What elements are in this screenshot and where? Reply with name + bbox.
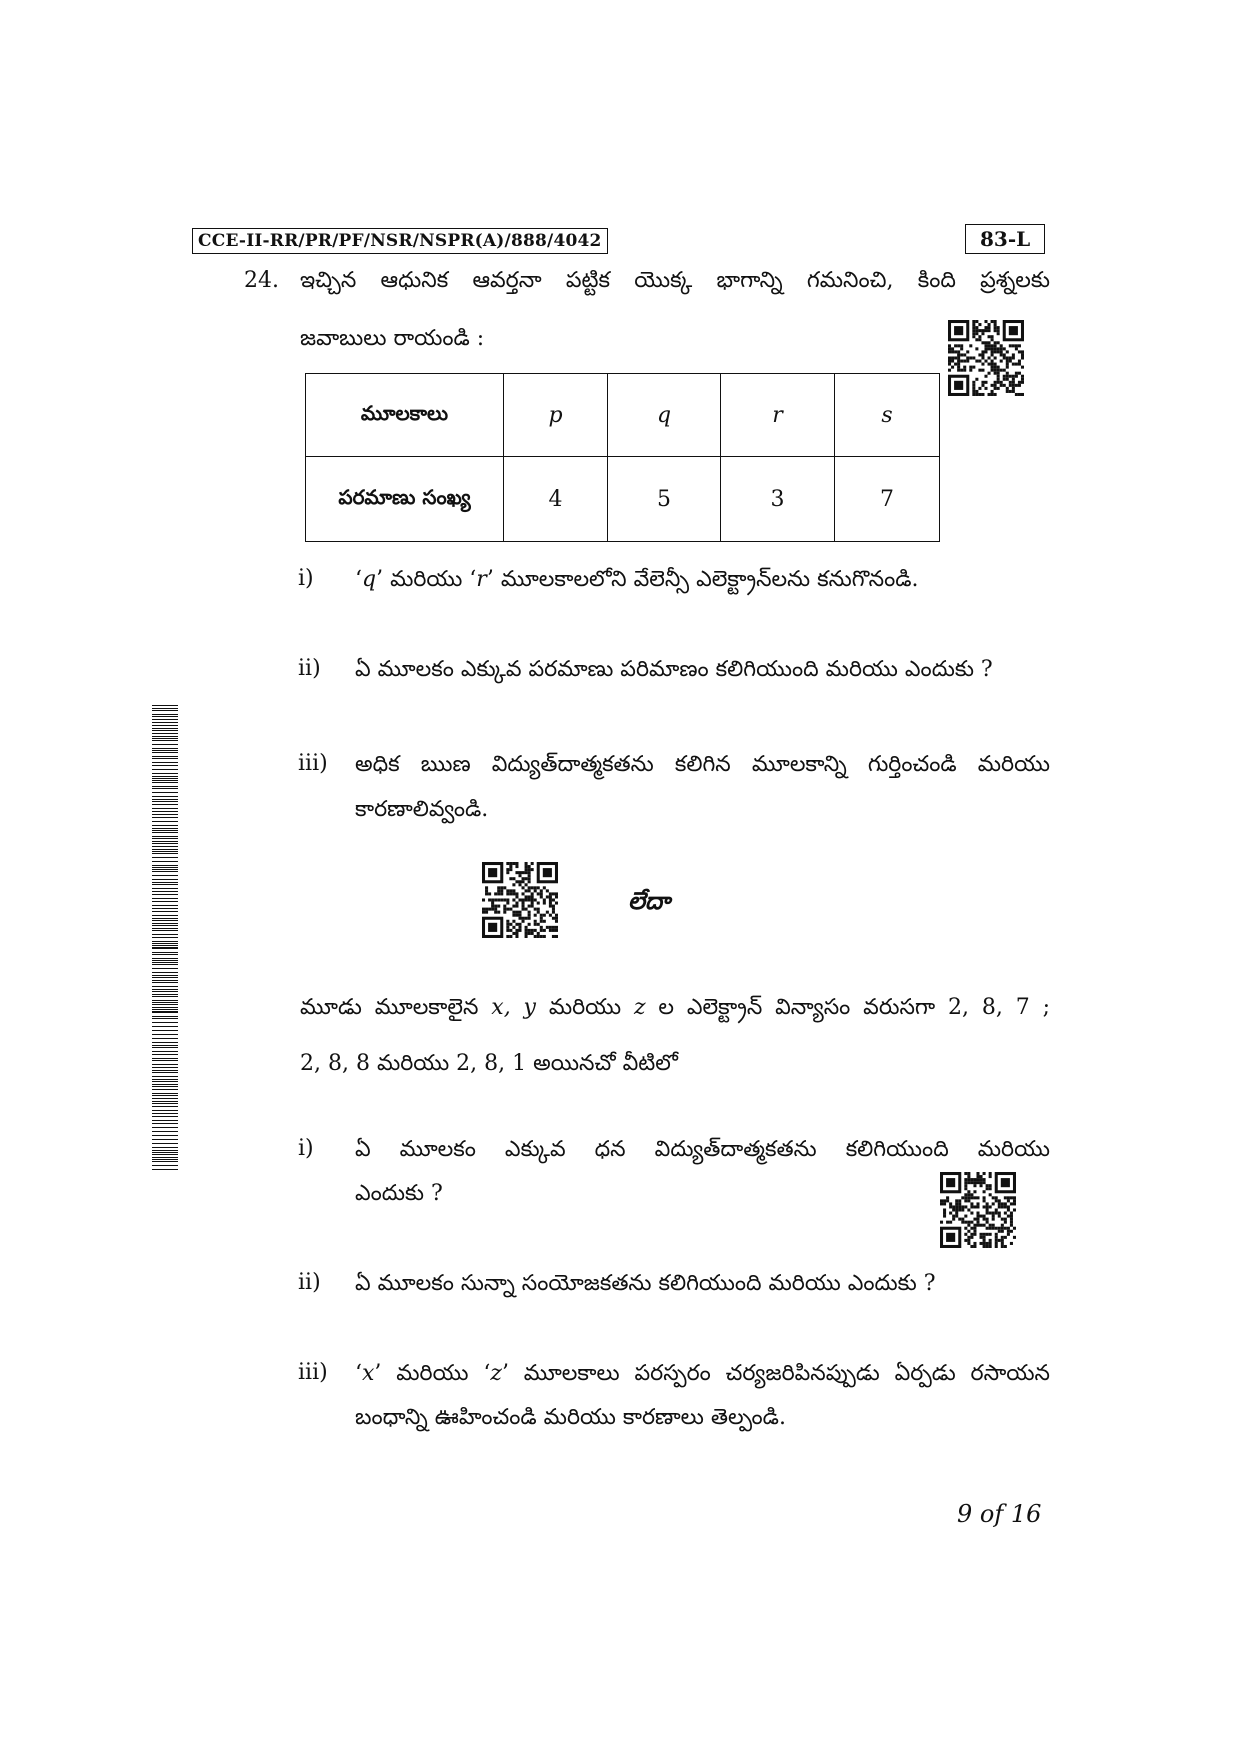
sub-question-number: i) [298,566,314,591]
sub-question-number: iii) [298,751,328,776]
atomic-number-r: 3 [721,457,835,542]
element-q: q [608,374,721,457]
question-intro-line2: జవాబులు రాయండి : [300,326,485,351]
row-header-atomic-number: పరమాణు సంఖ్య [306,457,504,542]
qr-code-icon [948,320,1024,396]
sub-question-number: ii) [298,1270,321,1295]
sub-question-text-cont: కారణాలివ్వండి. [355,797,489,822]
page-number: 9 of 16 [957,1500,1042,1528]
sub-question-text: ‘q’ మరియు ‘r’ మూలకాలలోని వేలెన్సీ ఎలెక్ట్రాన్‌లను కనుగొనండి. [355,567,919,592]
atomic-number-p: 4 [504,457,608,542]
sub-question-text: ఏ మూలకం సున్నా సంయోజకతను కలిగియుంది మరియు ఎందుకు ? [355,1271,936,1296]
elements-table [305,373,940,542]
qr-code-icon [482,862,558,938]
sub-question-text: అధిక ఋణ విద్యుత్‌దాత్మకతను కలిగిన మూలకాన్ని గుర్తించండి మరియు [355,752,1050,777]
sub-question-text: ఏ మూలకం ఎక్కువ పరమాణు పరిమాణం కలిగియుంది మరియు ఎందుకు ? [355,657,993,682]
row-header-elements: మూలకాలు [306,374,504,457]
question-intro-line1: ఇచ్చిన ఆధునిక ఆవర్తనా పట్టిక యొక్క భాగాన్ని గమనించి, కింది ప్రశ్నలకు [300,268,1050,293]
element-r: r [721,374,835,457]
barcode-icon [152,705,178,1173]
sub-question-text-cont: ఎందుకు ? [355,1181,443,1206]
sub-question-text: ఏ మూలకం ఎక్కువ ధన విద్యుత్‌దాత్మకతను కలిగియుంది మరియు [355,1137,1050,1162]
question-number: 24. [244,268,279,293]
exam-code: CCE-II-RR/PR/PF/NSR/NSPR(A)/888/4042 [192,228,608,254]
sub-question-number: iii) [298,1360,328,1385]
or-label: లేదా [628,886,670,915]
sub-question-number: i) [298,1136,314,1161]
element-s: s [835,374,940,457]
sub-question-text: ‘x’ మరియు ‘z’ మూలకాలు పరస్పరం చర్యజరిపినప్పుడు ఏర్పడు రసాయన [355,1361,1050,1386]
sub-question-text-cont: బంధాన్ని ఊహించండి మరియు కారణాలు తెల్పండి. [355,1405,786,1430]
element-p: p [504,374,608,457]
qr-code-icon [940,1172,1016,1248]
atomic-number-s: 7 [835,457,940,542]
alt-intro-line1: మూడు మూలకాలైన x, y మరియు z ల ఎలెక్ట్రాన్ విన్యాసం వరుసగా 2, 8, 7 ; [300,995,1051,1020]
sub-question-number: ii) [298,656,321,681]
paper-code: 83-L [965,224,1045,254]
atomic-number-q: 5 [608,457,721,542]
alt-intro-line2: 2, 8, 8 మరియు 2, 8, 1 అయినచో వీటిలో [300,1051,678,1076]
